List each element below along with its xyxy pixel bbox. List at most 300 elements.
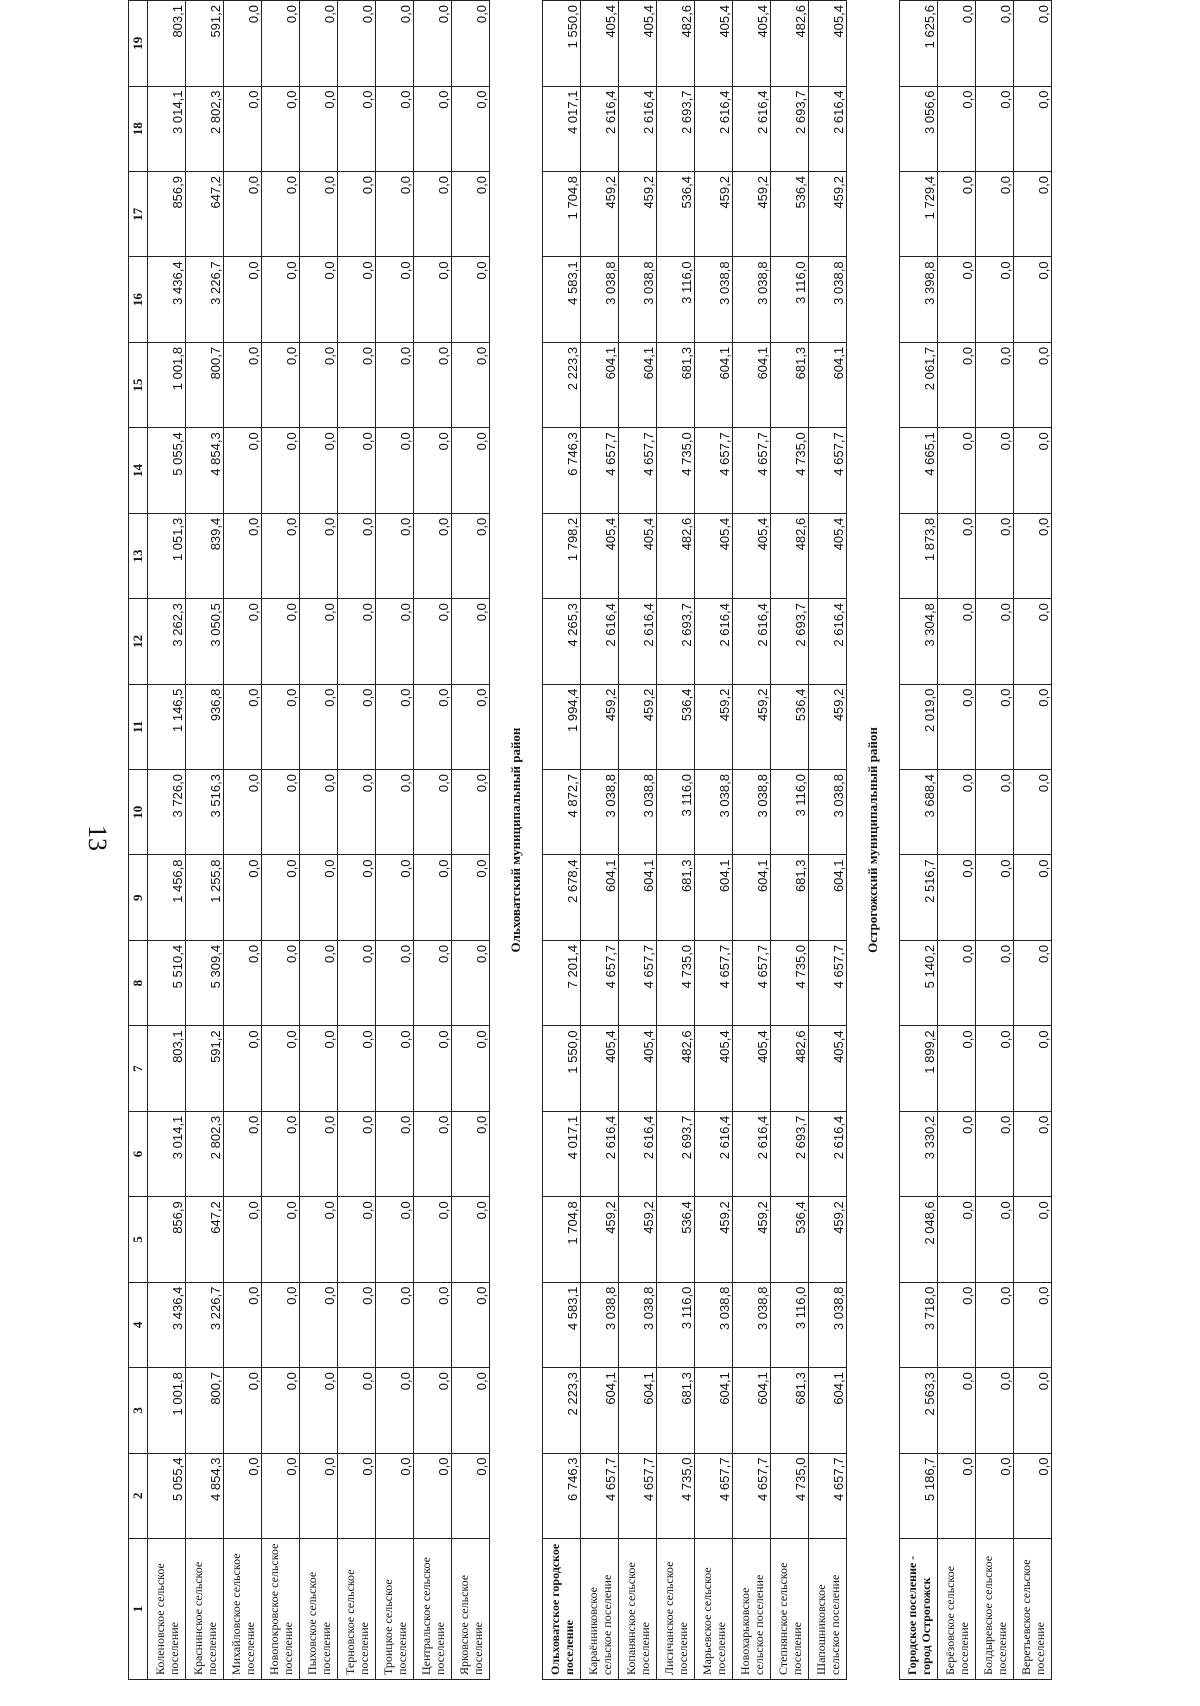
value-cell: 0,0: [938, 428, 976, 513]
table-row: [695, 1, 733, 1680]
rotated-table-container: [128, 0, 1051, 1680]
value-cell: 0,0: [938, 513, 976, 598]
value-cell: 3 038,8: [619, 1282, 657, 1367]
value-cell: 2 693,7: [657, 86, 695, 171]
value-cell: 0,0: [224, 684, 262, 769]
value-cell: 1 873,8: [900, 513, 938, 598]
value-cell: 2 802,3: [186, 1111, 224, 1196]
settlement-name: Ярковское сельское поселение: [452, 1539, 490, 1680]
value-cell: 5 309,4: [186, 940, 224, 1025]
value-cell: 0,0: [262, 1111, 300, 1196]
value-cell: 405,4: [695, 1026, 733, 1111]
value-cell: 4 657,7: [581, 428, 619, 513]
value-cell: 3 056,6: [900, 86, 938, 171]
value-cell: 0,0: [976, 172, 1014, 257]
value-cell: 0,0: [300, 940, 338, 1025]
value-cell: 0,0: [376, 1282, 414, 1367]
value-cell: 3 436,4: [148, 1282, 186, 1367]
value-cell: 5 055,4: [148, 428, 186, 513]
value-cell: 1 994,4: [543, 684, 581, 769]
value-cell: 3 718,0: [900, 1282, 938, 1367]
value-cell: 0,0: [976, 513, 1014, 598]
table-row: [414, 1, 452, 1680]
value-cell: 1 798,2: [543, 513, 581, 598]
value-cell: 0,0: [300, 1111, 338, 1196]
table-row: [186, 1, 224, 1680]
value-cell: 647,2: [186, 1197, 224, 1282]
value-cell: 0,0: [1014, 855, 1052, 940]
value-cell: 0,0: [224, 1026, 262, 1111]
value-cell: 0,0: [452, 428, 490, 513]
value-cell: 459,2: [581, 1197, 619, 1282]
value-cell: 0,0: [300, 1, 338, 87]
value-cell: 4 657,7: [619, 940, 657, 1025]
value-cell: 0,0: [338, 770, 376, 855]
value-cell: 0,0: [300, 257, 338, 342]
value-cell: 0,0: [224, 1197, 262, 1282]
value-cell: 681,3: [657, 855, 695, 940]
value-cell: 2 678,4: [543, 855, 581, 940]
value-cell: 459,2: [733, 684, 771, 769]
value-cell: 0,0: [338, 428, 376, 513]
value-cell: 0,0: [376, 513, 414, 598]
value-cell: 0,0: [976, 1282, 1014, 1367]
value-cell: 0,0: [338, 684, 376, 769]
value-cell: 3 038,8: [619, 770, 657, 855]
value-cell: 1 146,5: [148, 684, 186, 769]
value-cell: 0,0: [1014, 513, 1052, 598]
value-cell: 459,2: [619, 1197, 657, 1282]
value-cell: 604,1: [733, 1368, 771, 1453]
value-cell: 3 038,8: [733, 770, 771, 855]
value-cell: 0,0: [376, 940, 414, 1025]
value-cell: 2 223,3: [543, 342, 581, 427]
value-cell: 3 436,4: [148, 257, 186, 342]
settlement-name: Берёзовское сельское поселение: [938, 1539, 976, 1680]
value-cell: 459,2: [581, 172, 619, 257]
value-cell: 0,0: [262, 1, 300, 87]
value-cell: 0,0: [452, 684, 490, 769]
column-header-1: 1: [129, 1539, 148, 1680]
value-cell: 2 616,4: [809, 86, 847, 171]
value-cell: 0,0: [224, 599, 262, 684]
column-header-10: 10: [129, 770, 148, 855]
value-cell: 0,0: [938, 940, 976, 1025]
value-cell: 3 116,0: [771, 1282, 809, 1367]
value-cell: 459,2: [809, 1197, 847, 1282]
value-cell: 2 616,4: [733, 1111, 771, 1196]
value-cell: 0,0: [224, 855, 262, 940]
value-cell: 0,0: [338, 940, 376, 1025]
column-header-7: 7: [129, 1026, 148, 1111]
value-cell: 3 038,8: [581, 257, 619, 342]
value-cell: 3 014,1: [148, 86, 186, 171]
table-row: [452, 1, 490, 1680]
value-cell: 0,0: [376, 1368, 414, 1453]
value-cell: 803,1: [148, 1, 186, 87]
value-cell: 4 657,7: [581, 940, 619, 1025]
value-cell: 0,0: [414, 1453, 452, 1538]
value-cell: 2 616,4: [581, 599, 619, 684]
value-cell: 0,0: [1014, 1368, 1052, 1453]
value-cell: 0,0: [938, 86, 976, 171]
value-cell: 0,0: [976, 1, 1014, 87]
value-cell: 405,4: [809, 1026, 847, 1111]
value-cell: 3 116,0: [771, 257, 809, 342]
value-cell: 536,4: [657, 684, 695, 769]
value-cell: 4 657,7: [619, 428, 657, 513]
value-cell: 3 038,8: [581, 1282, 619, 1367]
value-cell: 4 735,0: [771, 940, 809, 1025]
value-cell: 5 186,7: [900, 1453, 938, 1538]
value-cell: 0,0: [452, 342, 490, 427]
value-cell: 459,2: [581, 684, 619, 769]
section-title: Ольховатский муниципальный район: [490, 1, 543, 1680]
value-cell: 856,9: [148, 1197, 186, 1282]
value-cell: 0,0: [938, 1026, 976, 1111]
value-cell: 459,2: [619, 684, 657, 769]
settlement-name: Новохарьковское сельское поселение: [733, 1539, 771, 1680]
value-cell: 0,0: [452, 1368, 490, 1453]
value-cell: 0,0: [262, 428, 300, 513]
table-row: [338, 1, 376, 1680]
value-cell: 0,0: [414, 940, 452, 1025]
value-cell: 2 693,7: [657, 1111, 695, 1196]
value-cell: 604,1: [809, 342, 847, 427]
section-title: Острогожский муниципальный район: [847, 1, 900, 1680]
page-number: 13: [83, 825, 112, 851]
value-cell: 0,0: [376, 1026, 414, 1111]
table-body: [148, 1, 1052, 1680]
value-cell: 0,0: [224, 86, 262, 171]
value-cell: 0,0: [300, 1197, 338, 1282]
value-cell: 604,1: [695, 1368, 733, 1453]
value-cell: 3 038,8: [809, 1282, 847, 1367]
value-cell: 0,0: [414, 1111, 452, 1196]
value-cell: 3 726,0: [148, 770, 186, 855]
value-cell: 0,0: [300, 855, 338, 940]
value-cell: 0,0: [224, 342, 262, 427]
value-cell: 2 616,4: [695, 1111, 733, 1196]
column-header-11: 11: [129, 684, 148, 769]
value-cell: 0,0: [452, 1111, 490, 1196]
value-cell: 4 657,7: [695, 940, 733, 1025]
value-cell: 2 048,6: [900, 1197, 938, 1282]
value-cell: 459,2: [619, 172, 657, 257]
value-cell: 0,0: [262, 172, 300, 257]
value-cell: 0,0: [452, 1282, 490, 1367]
value-cell: 681,3: [771, 855, 809, 940]
section-header-row: [847, 1, 900, 1680]
value-cell: 3 516,3: [186, 770, 224, 855]
value-cell: 4 657,7: [695, 1453, 733, 1538]
table-row: [619, 1, 657, 1680]
value-cell: 2 516,7: [900, 855, 938, 940]
settlement-name: Терновское сельское поселение: [338, 1539, 376, 1680]
value-cell: 0,0: [414, 342, 452, 427]
value-cell: 0,0: [300, 342, 338, 427]
value-cell: 2 563,3: [900, 1368, 938, 1453]
value-cell: 4 657,7: [733, 428, 771, 513]
value-cell: 3 688,4: [900, 770, 938, 855]
value-cell: 604,1: [733, 342, 771, 427]
value-cell: 0,0: [300, 513, 338, 598]
value-cell: 0,0: [1014, 428, 1052, 513]
column-header-12: 12: [129, 599, 148, 684]
value-cell: 0,0: [414, 257, 452, 342]
value-cell: 604,1: [695, 342, 733, 427]
value-cell: 2 693,7: [771, 1111, 809, 1196]
value-cell: 4 657,7: [733, 1453, 771, 1538]
value-cell: 0,0: [938, 684, 976, 769]
settlement-name: Веретьевское сельское поселение: [1014, 1539, 1052, 1680]
column-number-header-row: [129, 1, 148, 1680]
settlement-name: Лисичанское сельское поселение: [657, 1539, 695, 1680]
column-header-4: 4: [129, 1282, 148, 1367]
column-header-5: 5: [129, 1197, 148, 1282]
value-cell: 604,1: [809, 855, 847, 940]
value-cell: 536,4: [657, 1197, 695, 1282]
value-cell: 0,0: [414, 770, 452, 855]
value-cell: 3 038,8: [695, 770, 733, 855]
value-cell: 604,1: [619, 1368, 657, 1453]
value-cell: 0,0: [262, 1453, 300, 1538]
table-row: [900, 1, 938, 1680]
value-cell: 1 704,8: [543, 172, 581, 257]
data-table: [128, 0, 1052, 1680]
column-header-16: 16: [129, 257, 148, 342]
value-cell: 2 616,4: [581, 1111, 619, 1196]
table-row: [976, 1, 1014, 1680]
value-cell: 536,4: [771, 684, 809, 769]
value-cell: 0,0: [976, 1026, 1014, 1111]
value-cell: 604,1: [581, 1368, 619, 1453]
value-cell: 3 116,0: [657, 770, 695, 855]
value-cell: 405,4: [619, 513, 657, 598]
value-cell: 0,0: [414, 513, 452, 598]
settlement-name: Копанянское сельское поселение: [619, 1539, 657, 1680]
value-cell: 4 735,0: [657, 1453, 695, 1538]
value-cell: 0,0: [414, 1, 452, 87]
table-row: [809, 1, 847, 1680]
value-cell: 4 657,7: [809, 1453, 847, 1538]
value-cell: 4 657,7: [695, 428, 733, 513]
value-cell: 0,0: [938, 172, 976, 257]
table-row: [771, 1, 809, 1680]
value-cell: 800,7: [186, 1368, 224, 1453]
value-cell: 4 657,7: [733, 940, 771, 1025]
value-cell: 2 616,4: [695, 599, 733, 684]
value-cell: 405,4: [581, 1026, 619, 1111]
value-cell: 1 001,8: [148, 1368, 186, 1453]
table-row: [733, 1, 771, 1680]
value-cell: 0,0: [452, 513, 490, 598]
value-cell: 5 140,2: [900, 940, 938, 1025]
value-cell: 604,1: [695, 855, 733, 940]
value-cell: 6 746,3: [543, 428, 581, 513]
table-row: [657, 1, 695, 1680]
value-cell: 536,4: [657, 172, 695, 257]
value-cell: 3 226,7: [186, 257, 224, 342]
value-cell: 0,0: [262, 855, 300, 940]
settlement-name: Коленовское сельское поселение: [148, 1539, 186, 1680]
value-cell: 0,0: [262, 86, 300, 171]
value-cell: 0,0: [262, 1026, 300, 1111]
value-cell: 459,2: [695, 1197, 733, 1282]
table-row: [262, 1, 300, 1680]
value-cell: 405,4: [619, 1, 657, 87]
value-cell: 2 616,4: [809, 599, 847, 684]
value-cell: 0,0: [224, 257, 262, 342]
value-cell: 482,6: [657, 1026, 695, 1111]
value-cell: 0,0: [976, 342, 1014, 427]
value-cell: 4 872,7: [543, 770, 581, 855]
value-cell: 0,0: [376, 684, 414, 769]
value-cell: 0,0: [938, 1368, 976, 1453]
value-cell: 7 201,4: [543, 940, 581, 1025]
value-cell: 936,8: [186, 684, 224, 769]
value-cell: 0,0: [414, 1368, 452, 1453]
value-cell: 482,6: [771, 1026, 809, 1111]
value-cell: 405,4: [733, 1, 771, 87]
value-cell: 4 657,7: [581, 1453, 619, 1538]
value-cell: 0,0: [300, 770, 338, 855]
value-cell: 459,2: [809, 684, 847, 769]
value-cell: 681,3: [657, 1368, 695, 1453]
value-cell: 3 038,8: [809, 770, 847, 855]
value-cell: 0,0: [376, 86, 414, 171]
value-cell: 4 583,1: [543, 1282, 581, 1367]
value-cell: 4 657,7: [809, 940, 847, 1025]
value-cell: 3 038,8: [695, 257, 733, 342]
value-cell: 4 735,0: [657, 940, 695, 1025]
value-cell: 6 746,3: [543, 1453, 581, 1538]
value-cell: 0,0: [976, 1111, 1014, 1196]
value-cell: 0,0: [300, 86, 338, 171]
value-cell: 459,2: [733, 172, 771, 257]
value-cell: 3 304,8: [900, 599, 938, 684]
value-cell: 2 616,4: [695, 86, 733, 171]
value-cell: 839,4: [186, 513, 224, 598]
value-cell: 0,0: [414, 1282, 452, 1367]
value-cell: 0,0: [338, 513, 376, 598]
settlement-name: Караённиковское сельское поселение: [581, 1539, 619, 1680]
value-cell: 1 625,6: [900, 1, 938, 87]
value-cell: 0,0: [1014, 342, 1052, 427]
column-header-6: 6: [129, 1111, 148, 1196]
value-cell: 0,0: [262, 684, 300, 769]
value-cell: 482,6: [771, 1, 809, 87]
value-cell: 0,0: [224, 1368, 262, 1453]
value-cell: 459,2: [733, 1197, 771, 1282]
value-cell: 405,4: [581, 513, 619, 598]
value-cell: 0,0: [262, 599, 300, 684]
section-header-row: [490, 1, 543, 1680]
value-cell: 0,0: [376, 257, 414, 342]
value-cell: 0,0: [376, 1453, 414, 1538]
value-cell: 1 550,0: [543, 1, 581, 87]
value-cell: 0,0: [376, 1111, 414, 1196]
value-cell: 0,0: [224, 1282, 262, 1367]
value-cell: 0,0: [300, 1026, 338, 1111]
value-cell: 0,0: [938, 1282, 976, 1367]
value-cell: 591,2: [186, 1026, 224, 1111]
value-cell: 4 265,3: [543, 599, 581, 684]
value-cell: 604,1: [619, 342, 657, 427]
value-cell: 0,0: [376, 428, 414, 513]
value-cell: 0,0: [224, 172, 262, 257]
value-cell: 3 038,8: [809, 257, 847, 342]
settlement-name: Краснинское сельское поселение: [186, 1539, 224, 1680]
table-row: [938, 1, 976, 1680]
value-cell: 0,0: [1014, 1453, 1052, 1538]
value-cell: 604,1: [809, 1368, 847, 1453]
value-cell: 0,0: [1014, 1026, 1052, 1111]
value-cell: 482,6: [657, 1, 695, 87]
value-cell: 0,0: [976, 257, 1014, 342]
value-cell: 0,0: [262, 342, 300, 427]
value-cell: 0,0: [414, 428, 452, 513]
value-cell: 0,0: [1014, 940, 1052, 1025]
value-cell: 3 330,2: [900, 1111, 938, 1196]
value-cell: 0,0: [1014, 172, 1052, 257]
value-cell: 0,0: [1014, 86, 1052, 171]
value-cell: 3 038,8: [733, 1282, 771, 1367]
value-cell: 0,0: [338, 599, 376, 684]
value-cell: 0,0: [300, 1282, 338, 1367]
value-cell: 2 693,7: [771, 599, 809, 684]
value-cell: 0,0: [452, 86, 490, 171]
value-cell: 0,0: [938, 257, 976, 342]
value-cell: 0,0: [976, 428, 1014, 513]
value-cell: 0,0: [262, 770, 300, 855]
value-cell: 3 262,3: [148, 599, 186, 684]
value-cell: 0,0: [224, 1111, 262, 1196]
value-cell: 405,4: [619, 1026, 657, 1111]
value-cell: 0,0: [976, 1197, 1014, 1282]
value-cell: 0,0: [976, 1453, 1014, 1538]
value-cell: 800,7: [186, 342, 224, 427]
settlement-name: Ольховатское городское поселение: [543, 1539, 581, 1680]
value-cell: 4 854,3: [186, 428, 224, 513]
column-header-19: 19: [129, 1, 148, 87]
value-cell: 2 693,7: [771, 86, 809, 171]
column-header-15: 15: [129, 342, 148, 427]
value-cell: 0,0: [452, 172, 490, 257]
column-header-3: 3: [129, 1368, 148, 1453]
value-cell: 1 051,3: [148, 513, 186, 598]
value-cell: 4 665,1: [900, 428, 938, 513]
value-cell: 0,0: [1014, 1, 1052, 87]
value-cell: 405,4: [733, 513, 771, 598]
value-cell: 0,0: [300, 684, 338, 769]
value-cell: 0,0: [262, 940, 300, 1025]
value-cell: 0,0: [224, 1, 262, 87]
value-cell: 4 583,1: [543, 257, 581, 342]
value-cell: 0,0: [338, 342, 376, 427]
value-cell: 0,0: [338, 855, 376, 940]
value-cell: 2 616,4: [619, 86, 657, 171]
column-header-18: 18: [129, 86, 148, 171]
value-cell: 482,6: [771, 513, 809, 598]
value-cell: 4 854,3: [186, 1453, 224, 1538]
value-cell: 0,0: [376, 1197, 414, 1282]
value-cell: 0,0: [938, 1453, 976, 1538]
value-cell: 0,0: [976, 855, 1014, 940]
settlement-name: Городское поселение - город Острогожск: [900, 1539, 938, 1680]
value-cell: 2 616,4: [733, 86, 771, 171]
value-cell: 4 657,7: [619, 1453, 657, 1538]
